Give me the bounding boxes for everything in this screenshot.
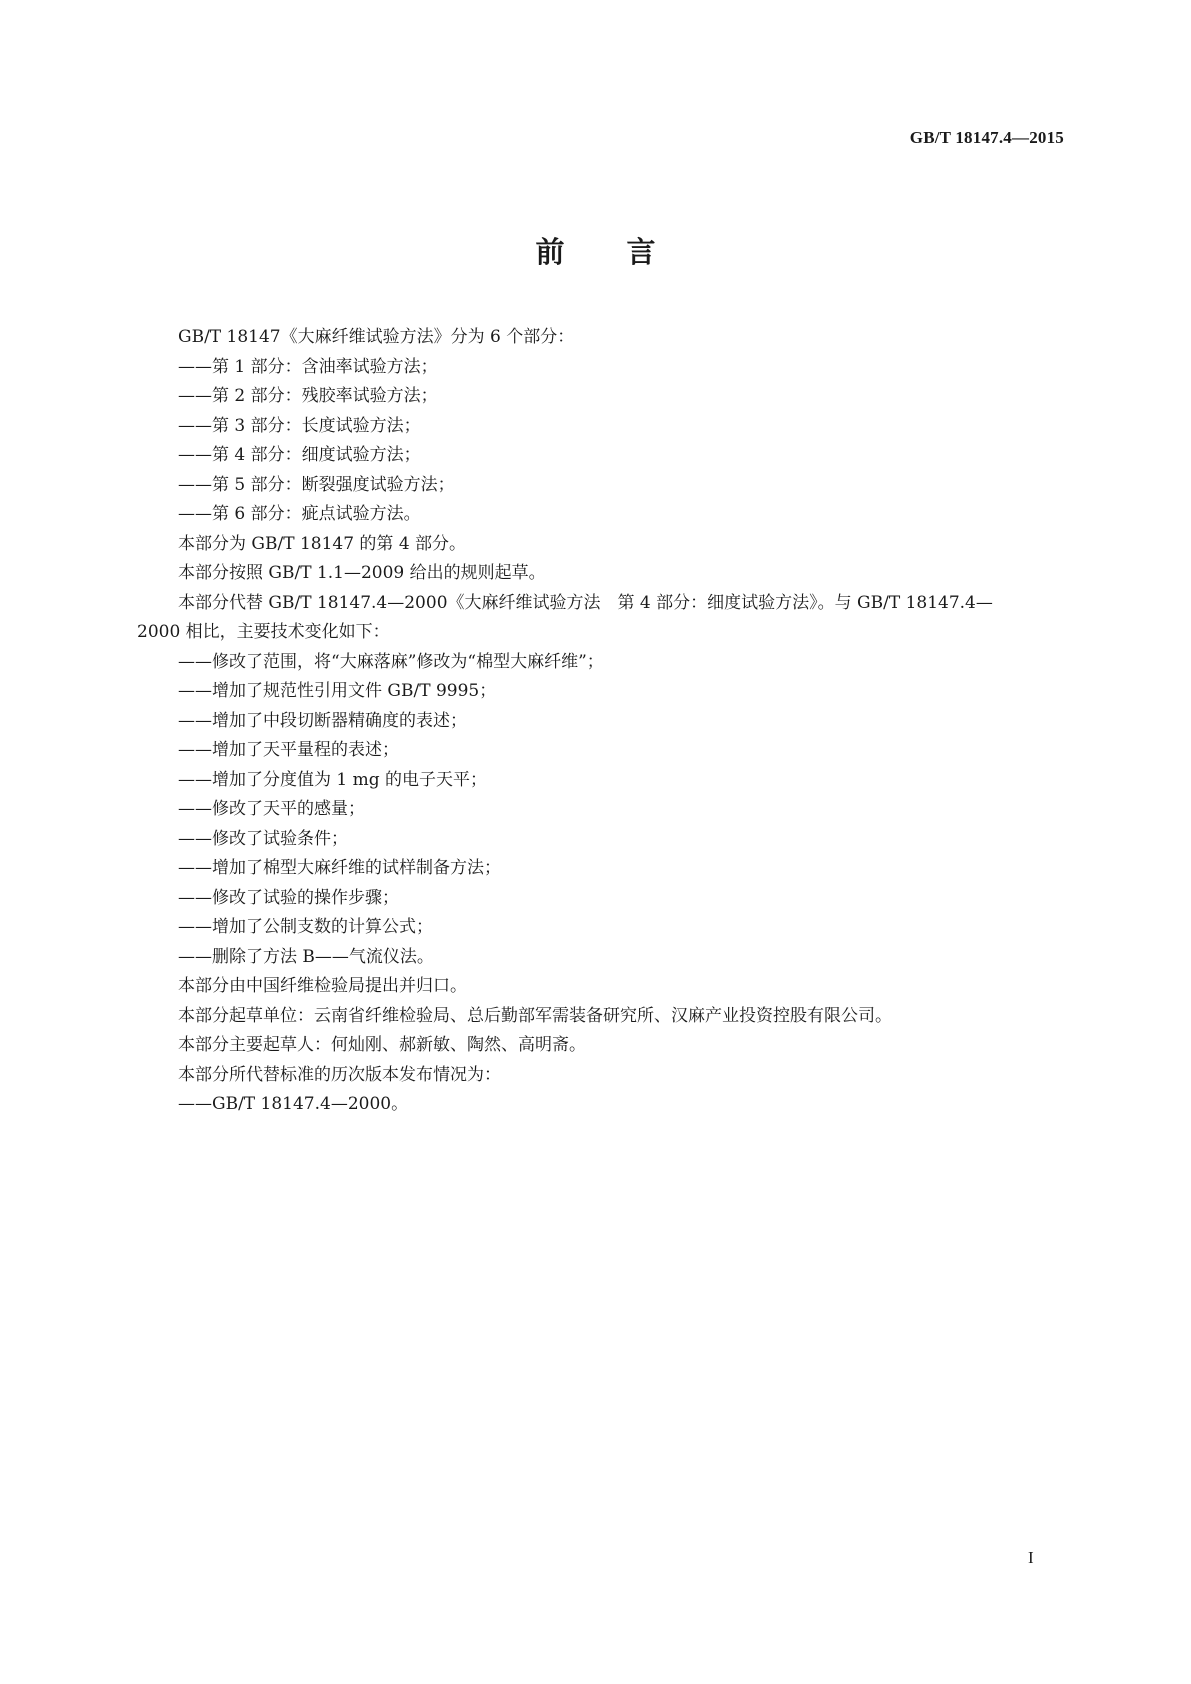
list-item: ——增加了规范性引用文件 GB/T 9995； xyxy=(178,681,497,701)
list-item: ——第 6 部分：疵点试验方法。 xyxy=(178,504,421,524)
list-item: ——GB/T 18147.4—2000。 xyxy=(178,1094,409,1114)
list-item: ——增加了分度值为 1 mg 的电子天平； xyxy=(178,769,488,790)
paragraph-line: GB/T 18147《大麻纤维试验方法》分为 6 个部分： xyxy=(178,327,575,347)
list-item: ——删除了方法 B——气流仪法。 xyxy=(178,946,434,967)
paragraph-line: 本部分按照 GB/T 1.1—2009 给出的规则起草。 xyxy=(178,563,546,583)
paragraph-line: 本部分主要起草人：何灿刚、郝新敏、陶然、高明斋。 xyxy=(178,1035,586,1055)
list-item: ——修改了天平的感量； xyxy=(178,799,365,819)
list-item: ——修改了试验的操作步骤； xyxy=(178,887,399,908)
list-item: ——第 5 部分：断裂强度试验方法； xyxy=(178,474,455,495)
page-number: I xyxy=(1028,1548,1034,1567)
paragraph-line: 本部分起草单位：云南省纤维检验局、总后勤部军需装备研究所、汉麻产业投资控股有限公司。 xyxy=(178,1005,892,1026)
list-item: ——第 4 部分：细度试验方法； xyxy=(178,445,421,465)
paragraph-line: 本部分代替 GB/T 18147.4—2000《大麻纤维试验方法 第 4 部分：细度试验方法》。与 GB/T 18147.4— xyxy=(178,592,993,613)
list-item: ——第 3 部分：长度试验方法； xyxy=(178,415,421,436)
standard-number: GB/T 18147.4—2015 xyxy=(909,128,1064,147)
list-item: ——第 1 部分：含油率试验方法； xyxy=(178,356,438,377)
paragraph-line: 本部分为 GB/T 18147 的第 4 部分。 xyxy=(178,533,467,554)
list-item: ——增加了公制支数的计算公式； xyxy=(178,917,433,937)
list-item: ——修改了试验条件； xyxy=(178,828,348,849)
paragraph-line: 本部分所代替标准的历次版本发布情况为： xyxy=(178,1064,501,1085)
list-item: ——增加了天平量程的表述； xyxy=(178,740,399,760)
list-item: ——第 2 部分：残胶率试验方法； xyxy=(178,386,438,406)
list-item: ——修改了范围，将“大麻落麻”修改为“棉型大麻纤维”； xyxy=(178,651,604,672)
list-item: ——增加了中段切断器精确度的表述； xyxy=(178,710,467,731)
paragraph-line: 本部分由中国纤维检验局提出并归口。 xyxy=(178,976,467,996)
list-item: ——增加了棉型大麻纤维的试样制备方法； xyxy=(178,858,501,878)
paragraph-line: 2000 相比，主要技术变化如下： xyxy=(137,622,390,642)
page-title: 前言 xyxy=(535,235,718,269)
